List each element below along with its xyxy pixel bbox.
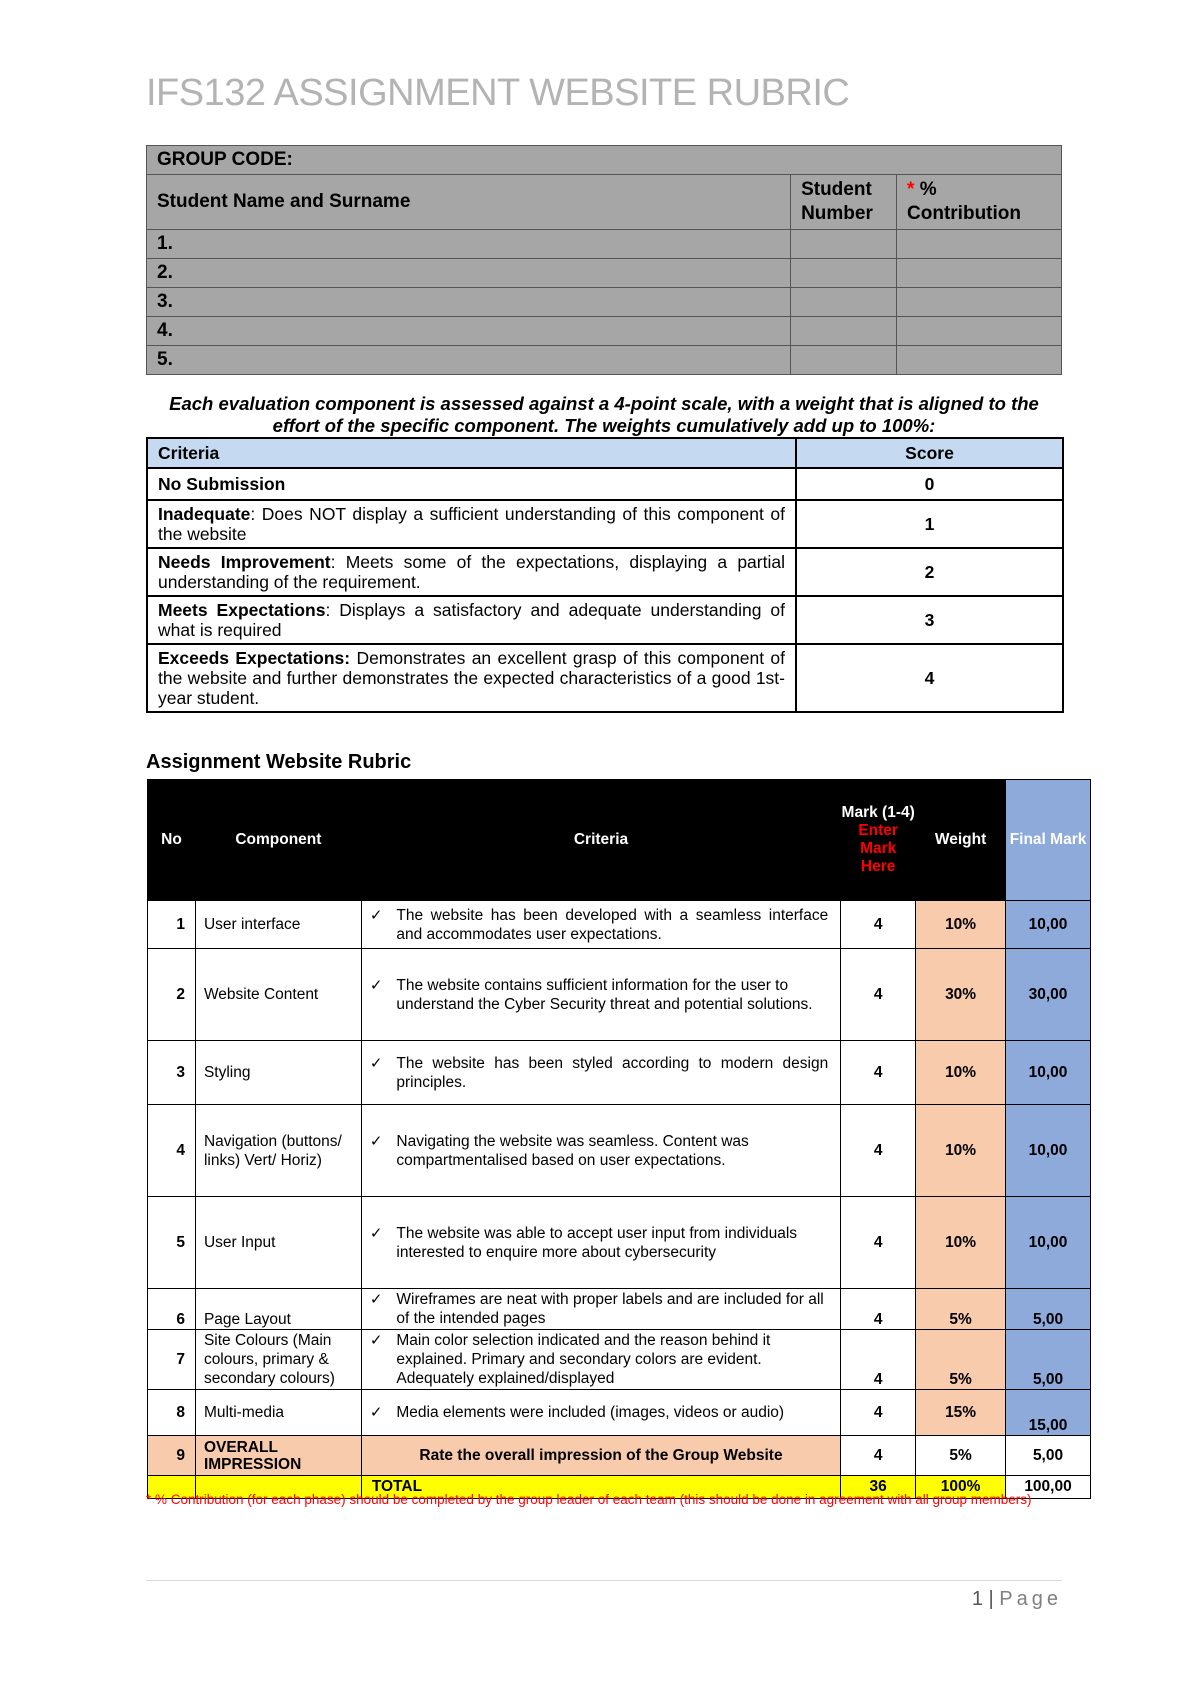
contribution-header-label: % Contribution: [907, 179, 1021, 224]
row-mark[interactable]: 4: [841, 901, 916, 949]
scale-score: 4: [796, 644, 1063, 712]
row-weight: 10%: [916, 1105, 1006, 1197]
student-name-cell[interactable]: 4.: [147, 317, 791, 346]
check-icon: ✓: [369, 1404, 383, 1421]
row-component: Site Colours (Main colours, primary & secondary colours): [195, 1330, 361, 1390]
rubric-header-row: [148, 780, 1091, 901]
row-weight: 5%: [916, 1330, 1006, 1390]
scale-score: 1: [796, 500, 1063, 548]
scale-table: [146, 437, 1064, 713]
row-criteria: [361, 1105, 840, 1197]
contribution-cell[interactable]: [897, 346, 1062, 375]
scale-desc: : Displays a satisfactory and adequate understanding of what is required: [158, 600, 785, 640]
total-mark: 36: [841, 1476, 916, 1499]
row-criteria: [361, 1330, 840, 1390]
scale-desc: : Meets some of the expectations, displaying a partial understanding of the requirement.: [158, 552, 785, 592]
scale-row: [147, 468, 1063, 500]
document-title: IFS132 ASSIGNMENT WEBSITE RUBRIC: [146, 72, 850, 114]
row-number: 7: [148, 1330, 196, 1390]
scale-score: 2: [796, 548, 1063, 596]
row-mark[interactable]: 4: [841, 1390, 916, 1436]
scale-label: Inadequate: [158, 504, 251, 524]
row-final-mark: 30,00: [1006, 949, 1091, 1041]
row-criteria-text: Navigating the website was seamless. Content was compartmentalised based on user expectations.: [396, 1132, 749, 1169]
row-number: 5: [148, 1197, 196, 1289]
scale-criteria: [147, 500, 796, 548]
contribution-cell[interactable]: [897, 288, 1062, 317]
scale-desc: : Does NOT display a sufficient understanding of this component of the website: [158, 504, 785, 544]
row-weight: 30%: [916, 949, 1006, 1041]
row-criteria: [361, 1390, 840, 1436]
scale-score: 0: [796, 468, 1063, 500]
rubric-table: [147, 779, 1091, 1499]
student-name-header: Student Name and Surname: [147, 175, 791, 230]
student-row: [147, 346, 1062, 375]
row-component: Styling: [195, 1041, 361, 1105]
student-row: [147, 317, 1062, 346]
footer-divider: [146, 1580, 1062, 1581]
row-criteria-text: Media elements were included (images, videos or audio): [396, 1404, 785, 1421]
check-icon: ✓: [369, 1332, 383, 1349]
student-name-cell[interactable]: 2.: [147, 259, 791, 288]
student-number-cell[interactable]: [791, 259, 897, 288]
row-mark[interactable]: 4: [841, 1330, 916, 1390]
row-criteria: [361, 949, 840, 1041]
row-criteria-text: The website was able to accept user input from individuals interested to enquire more about cybersecurity: [396, 1224, 798, 1261]
row-number: 1: [148, 901, 196, 949]
check-icon: ✓: [369, 1224, 383, 1242]
row-final-mark: 5,00: [1006, 1436, 1091, 1476]
evaluation-intro: Each evaluation component is assessed against a 4-point scale, with a weight that is aligned to the effort of the specific component. The weights cumulatively add up to 100%:: [169, 393, 1039, 436]
rubric-row: [148, 949, 1091, 1041]
row-mark[interactable]: 4: [841, 1289, 916, 1330]
row-component: Multi-media: [195, 1390, 361, 1436]
total-weight: 100%: [916, 1476, 1006, 1499]
row-weight: 10%: [916, 1041, 1006, 1105]
group-code-label: GROUP CODE:: [147, 146, 1062, 175]
rubric-row: [148, 901, 1091, 949]
row-final-mark: 10,00: [1006, 901, 1091, 949]
group-code-row: [147, 146, 1062, 175]
student-row: [147, 288, 1062, 317]
group-table: [146, 145, 1062, 375]
row-final-mark: 15,00: [1006, 1390, 1091, 1436]
scale-criteria: [147, 596, 796, 644]
student-number-header: Student Number: [791, 175, 897, 230]
student-name-cell[interactable]: 1.: [147, 230, 791, 259]
row-number: 3: [148, 1041, 196, 1105]
scale-label: Needs Improvement: [158, 552, 331, 572]
mark-header: [841, 780, 916, 901]
row-number: 6: [148, 1289, 196, 1330]
check-icon: ✓: [369, 906, 383, 924]
row-final-mark: 10,00: [1006, 1197, 1091, 1289]
row-final-mark: 10,00: [1006, 1041, 1091, 1105]
weight-header: Weight: [916, 780, 1006, 901]
scale-label: No Submission: [158, 474, 286, 494]
page-number: 1: [971, 1588, 983, 1610]
row-criteria-text: Main color selection indicated and the reason behind it explained. Primary and secondary colors are evident. Adequately explained/displayed: [396, 1332, 771, 1387]
row-criteria: [361, 1289, 840, 1330]
rubric-row: [148, 1330, 1091, 1390]
row-weight: 5%: [916, 1289, 1006, 1330]
student-row: [147, 230, 1062, 259]
scale-desc: Demonstrates an excellent grasp of this component of the website and further demonstrates the expected characteristics of a good 1st-year student.: [158, 648, 785, 708]
row-weight: 15%: [916, 1390, 1006, 1436]
row-component: Page Layout: [195, 1289, 361, 1330]
criteria-header: Criteria: [361, 780, 840, 901]
rubric-row: [148, 1289, 1091, 1330]
scale-label: Exceeds Expectations:: [158, 648, 351, 668]
row-mark[interactable]: 4: [841, 1197, 916, 1289]
overall-impression-row: [148, 1436, 1091, 1476]
contribution-header: [897, 175, 1062, 230]
contribution-cell[interactable]: [897, 230, 1062, 259]
row-mark[interactable]: 4: [841, 1041, 916, 1105]
student-name-cell[interactable]: 5.: [147, 346, 791, 375]
check-icon: ✓: [369, 1132, 383, 1150]
contribution-footnote: * % Contribution (for each phase) should be completed by the group leader of each team (this should be done in agreement with all group members): [146, 1492, 1032, 1507]
mark-header-label: Mark (1-4): [841, 804, 915, 821]
contribution-cell[interactable]: [897, 317, 1062, 346]
row-component: Navigation (buttons/ links) Vert/ Horiz): [195, 1105, 361, 1197]
check-icon: ✓: [369, 976, 383, 994]
row-criteria-text: Wireframes are neat with proper labels and are included for all of the intended pages: [396, 1291, 824, 1327]
student-row: [147, 259, 1062, 288]
row-criteria: Rate the overall impression of the Group Website: [361, 1436, 840, 1476]
mark-header-note: Enter Mark Here: [858, 822, 898, 875]
group-header-row: [147, 175, 1062, 230]
scale-row: [147, 500, 1063, 548]
student-number-cell[interactable]: [791, 317, 897, 346]
student-number-cell[interactable]: [791, 288, 897, 317]
row-component: User interface: [195, 901, 361, 949]
row-mark[interactable]: 4: [841, 1436, 916, 1476]
row-final-mark: 5,00: [1006, 1330, 1091, 1390]
student-name-cell[interactable]: 3.: [147, 288, 791, 317]
row-weight: 5%: [916, 1436, 1006, 1476]
scale-row: [147, 596, 1063, 644]
check-icon: ✓: [369, 1054, 383, 1072]
scale-criteria: [147, 644, 796, 712]
row-criteria-text: The website contains sufficient information for the user to understand the Cyber Security threat and potential solutions.: [396, 976, 813, 1013]
row-component: OVERALL IMPRESSION: [195, 1436, 361, 1476]
row-mark[interactable]: 4: [841, 1105, 916, 1197]
student-number-cell[interactable]: [791, 346, 897, 375]
row-final-mark: 5,00: [1006, 1289, 1091, 1330]
scale-criteria: [147, 548, 796, 596]
row-number: 2: [148, 949, 196, 1041]
contribution-cell[interactable]: [897, 259, 1062, 288]
row-number: 8: [148, 1390, 196, 1436]
row-weight: 10%: [916, 901, 1006, 949]
row-component: User Input: [195, 1197, 361, 1289]
final-mark-header: Final Mark: [1006, 780, 1091, 901]
row-weight: 10%: [916, 1197, 1006, 1289]
row-criteria-text: The website has been developed with a seamless interface and accommodates user expectations.: [396, 906, 829, 943]
rubric-row: [148, 1105, 1091, 1197]
rubric-row: [148, 1390, 1091, 1436]
row-criteria: [361, 1041, 840, 1105]
asterisk: *: [907, 179, 915, 200]
row-final-mark: 10,00: [1006, 1105, 1091, 1197]
row-number: 4: [148, 1105, 196, 1197]
row-criteria: [361, 901, 840, 949]
row-mark[interactable]: 4: [841, 949, 916, 1041]
score-header: Score: [796, 438, 1063, 468]
scale-score: 3: [796, 596, 1063, 644]
component-header: Component: [195, 780, 361, 901]
no-header: No: [148, 780, 196, 901]
rubric-row: [148, 1197, 1091, 1289]
row-criteria-text: The website has been styled according to modern design principles.: [396, 1054, 829, 1091]
scale-row: [147, 548, 1063, 596]
rubric-heading: Assignment Website Rubric: [146, 751, 412, 773]
row-component: Website Content: [195, 949, 361, 1041]
scale-criteria: [147, 468, 796, 500]
page-word: Page: [999, 1588, 1062, 1610]
total-label: TOTAL: [361, 1476, 840, 1499]
scale-header-row: [147, 438, 1063, 468]
page-footer: [972, 1588, 1062, 1611]
rubric-row: [148, 1041, 1091, 1105]
check-icon: ✓: [369, 1291, 383, 1308]
page-separator: |: [988, 1588, 994, 1610]
total-final-mark: 100,00: [1006, 1476, 1091, 1499]
scale-label: Meets Expectations: [158, 600, 326, 620]
student-number-cell[interactable]: [791, 230, 897, 259]
scale-row: [147, 644, 1063, 712]
row-number: 9: [148, 1436, 196, 1476]
row-criteria: [361, 1197, 840, 1289]
criteria-header: Criteria: [147, 438, 796, 468]
